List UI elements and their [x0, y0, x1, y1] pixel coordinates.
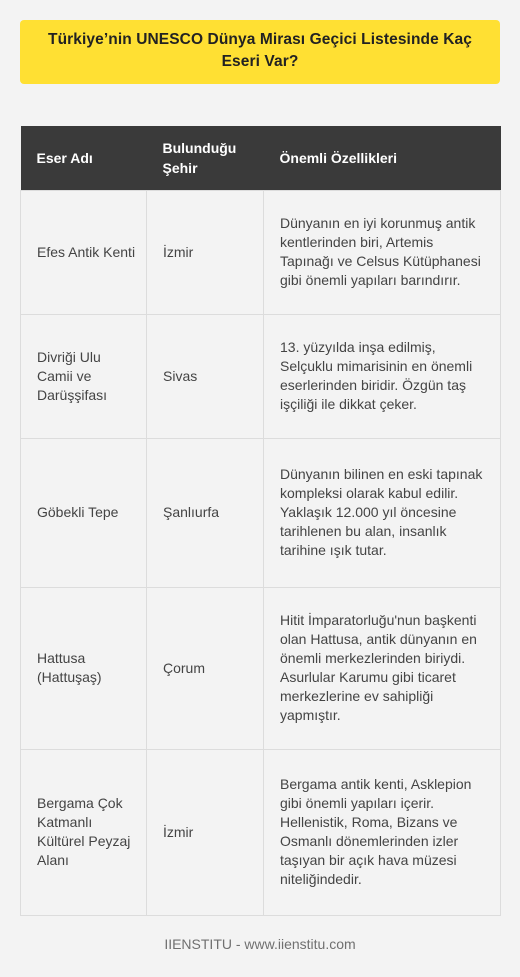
cell-name: Divriği Ulu Camii ve Darüşşifası — [21, 314, 147, 438]
cell-features: 13. yüzyılda inşa edilmiş, Selçuklu mimarisinin en önemli eserlerinden biridir. Özgün taş işçiliği ile dikkat çeker. — [264, 314, 501, 438]
column-header-name: Eser Adı — [21, 126, 147, 190]
table-row — [21, 749, 501, 915]
table-row — [21, 438, 501, 587]
cell-city: Çorum — [147, 587, 264, 749]
cell-name: Bergama Çok Katmanlı Kültürel Peyzaj Alanı — [21, 749, 147, 915]
cell-city: Şanlıurfa — [147, 438, 264, 587]
table-row — [21, 587, 501, 749]
page-title: Türkiye’nin UNESCO Dünya Mirası Geçici Listesinde Kaç Eseri Var? — [48, 31, 472, 70]
column-header-features: Önemli Özellikleri — [264, 126, 501, 190]
cell-features: Hitit İmparatorluğu'nun başkenti olan Hattusa, antik dünyanın en önemli merkezlerinden biriydi. Asurlular Karumu gibi ticaret merkezlerine ev sahipliği yapmıştır. — [264, 587, 501, 749]
column-header-city: Bulunduğu Şehir — [147, 126, 264, 190]
cell-name: Göbekli Tepe — [21, 438, 147, 587]
footer-credit: IIENSTITU - www.iienstitu.com — [164, 936, 356, 952]
cell-city: İzmir — [147, 190, 264, 314]
title-banner — [20, 20, 500, 84]
cell-name: Efes Antik Kenti — [21, 190, 147, 314]
table-header-row — [21, 126, 501, 190]
heritage-table — [20, 126, 501, 916]
table-row — [21, 314, 501, 438]
cell-city: İzmir — [147, 749, 264, 915]
cell-city: Sivas — [147, 314, 264, 438]
cell-features: Bergama antik kenti, Asklepion gibi önemli yapıları içerir. Hellenistik, Roma, Bizans ve Osmanlı dönemlerinden izler taşıyan bir açık hava müzesi niteliğindedir. — [264, 749, 501, 915]
cell-name: Hattusa (Hattuşaş) — [21, 587, 147, 749]
cell-features: Dünyanın bilinen en eski tapınak kompleksi olarak kabul edilir. Yaklaşık 12.000 yıl öncesine tarihlenen bu alan, insanlık tarihine ışık tutar. — [264, 438, 501, 587]
cell-features: Dünyanın en iyi korunmuş antik kentlerinden biri, Artemis Tapınağı ve Celsus Kütüphanesi gibi önemli yapıları barındırır. — [264, 190, 501, 314]
table-row — [21, 190, 501, 314]
